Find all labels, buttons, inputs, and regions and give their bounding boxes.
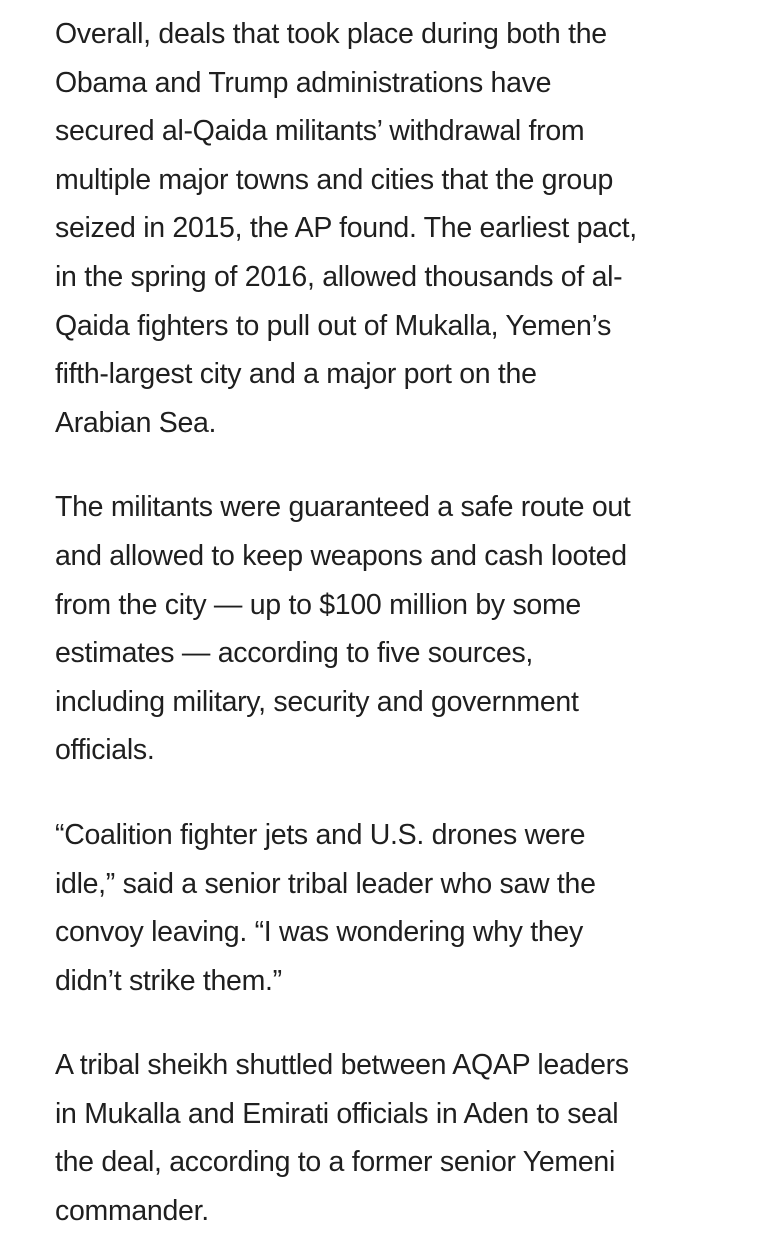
text-line: Qaida fighters to pull out of Mukalla, Yemen’s — [55, 309, 612, 342]
text-line: in Mukalla and Emirati officials in Aden to seal — [55, 1097, 619, 1130]
text-line: from the city — up to $100 million by some — [55, 588, 581, 621]
paragraph-safe-route — [55, 483, 755, 775]
text-line: A tribal sheikh shuttled between AQAP leaders — [55, 1049, 629, 1082]
text-line: idle,” said a senior tribal leader who saw the — [55, 867, 596, 900]
paragraph-tribal-sheikh — [55, 1041, 755, 1235]
text-line: Overall, deals that took place during both the — [55, 18, 607, 50]
text-line: officials. — [55, 734, 155, 767]
text-line: fifth-largest city and a major port on the — [55, 358, 537, 391]
paragraph-spacer — [55, 775, 755, 811]
paragraph-mukalla-deals — [55, 10, 755, 447]
text-line: The militants were guaranteed a safe route out — [55, 491, 631, 524]
text-line: in the spring of 2016, allowed thousands of al- — [55, 260, 623, 293]
text-line: “Coalition fighter jets and U.S. drones were — [55, 818, 586, 851]
text-line: didn’t strike them.” — [55, 964, 282, 997]
article-body — [55, 10, 755, 1236]
paragraph-tribal-leader-quote — [55, 811, 755, 1005]
text-line: multiple major towns and cities that the group — [55, 163, 614, 196]
text-line: convoy leaving. “I was wondering why they — [55, 916, 583, 949]
text-line: and allowed to keep weapons and cash looted — [55, 539, 627, 572]
text-line: commander. — [55, 1195, 209, 1228]
text-line: Obama and Trump administrations have — [55, 66, 552, 99]
paragraph-spacer — [55, 447, 755, 483]
text-line: including military, security and government — [55, 685, 579, 718]
text-line: estimates — according to five sources, — [55, 637, 534, 670]
text-line: the deal, according to a former senior Yemeni — [55, 1146, 616, 1179]
text-line: secured al-Qaida militants’ withdrawal from — [55, 115, 585, 148]
paragraph-spacer — [55, 1005, 755, 1041]
text-line: seized in 2015, the AP found. The earliest pact, — [55, 212, 637, 245]
text-line: Arabian Sea. — [55, 406, 217, 439]
